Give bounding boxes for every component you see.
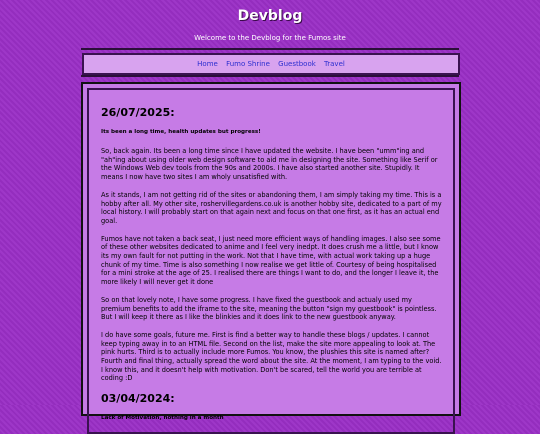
nav-fumo-shrine-link[interactable]: Fumo Shrine (226, 60, 270, 68)
post-paragraph: Fumos have not taken a back seat, I just need more efficient ways of handling images. I also see some of these other websites dedicated to anime and I feel very inedpt. It does crush me a little, but I know its my own fault for not putting in the work. Not that I have time, with actual work taking up a huge chunk of my time. Time is also something I now realise we get little of. Courtesy of being hospitalised for a mini stroke at the age of 25. I realised there are things I want to do, and the longer I leave it, the more likely I will never get it done (101, 234, 441, 287)
post-subtitle: Its been a long time, health updates but progress! (101, 129, 261, 135)
main-nav (82, 53, 460, 75)
blog-post (101, 106, 443, 383)
blog-posts (87, 88, 455, 434)
nav-guestbook-link[interactable]: Guestbook (278, 60, 316, 68)
blog-post (101, 392, 443, 421)
post-paragraph: I do have some goals, future me. First is find a better way to handle these blogs / updates. I cannot keep typing away in to an HTML file. Second on the list, make the site more appealing to look at. The pink hurts. Third is to actually include more Fumos. You know, the plushies this site is named after? Fourth and final thing, actually spread the word about the site. At the moment, I am typing to the void. I know this, and it doesn't help with motivation. Don't be scared, tell the world you are terrible at coding :D (101, 330, 442, 383)
nav-home-link[interactable]: Home (197, 60, 218, 68)
post-paragraph: So, back again. Its been a long time since I have updated the website. I have been "umm"ing and "ah"ing about using older web design software to aid me in designing the site. Something like Serif or the Windows Web dev tools from the 90s and 2000s. I have also started another site. Stupidly. It means I now have two sites I am wholy unsatisfied with. (101, 147, 438, 182)
header-divider-top (81, 48, 459, 50)
post-date: 03/04/2024: (101, 392, 175, 406)
post-subtitle: Lack of Motivation, nothing in a month (101, 415, 224, 422)
site-subtitle: Welcome to the Devblog for the Fumos site (194, 34, 346, 42)
content-panel (81, 82, 461, 422)
post-paragraph: As it stands, I am not getting rid of the sites or abandoning them, I am simply taking my time. This is a hobby after all. My other site, roshervillegardens.co.uk is another hobby site, dedicated to a part of my local history. I will probably start on that again next and focus on that one first, as it has an actual end goal. (101, 190, 442, 225)
post-paragraph: So on that lovely note, I have some progress. I have fixed the guestbook and actualy used my premium benefits to add the iframe to the site, meaning the button "sign my guestbook" is pointless. But I will keep it there as I like the blinkies and it does link to the new guestbook anyway. (101, 295, 437, 322)
header-divider-bottom (81, 75, 459, 77)
site-title: Devblog (237, 8, 303, 24)
post-date: 26/07/2025: (101, 106, 175, 119)
nav-travel-link[interactable]: Travel (324, 60, 345, 68)
